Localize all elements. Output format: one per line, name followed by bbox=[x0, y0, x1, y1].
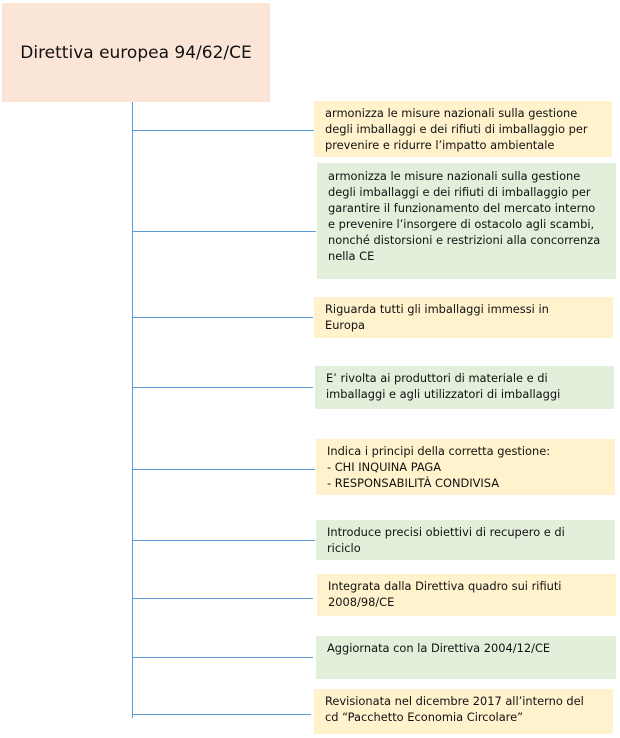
node-3-line: Europa bbox=[325, 318, 366, 332]
node-7 bbox=[317, 574, 616, 616]
connector-1 bbox=[133, 130, 314, 131]
connector-6 bbox=[133, 540, 315, 541]
node-1 bbox=[314, 101, 612, 157]
node-7-line: 2008/98/CE bbox=[328, 595, 395, 609]
node-2 bbox=[317, 163, 616, 279]
node-1-line: armonizza le misure nazionali sulla gestione bbox=[325, 106, 578, 120]
node-2-line: degli imballaggi e dei rifiuti di imballaggio per bbox=[328, 185, 591, 199]
node-2-line: armonizza le misure nazionali sulla gestione bbox=[328, 169, 581, 183]
node-6-line: Introduce precisi obiettivi di recupero e di bbox=[327, 525, 565, 539]
node-3-line: Riguarda tutti gli imballaggi immessi in bbox=[325, 302, 549, 316]
node-1-line: prevenire e ridurre l’impatto ambientale bbox=[325, 138, 555, 152]
node-1-line: degli imballaggi e dei rifiuti di imballaggio per bbox=[325, 122, 588, 136]
node-6-line: riciclo bbox=[327, 541, 361, 555]
tree-trunk-connector bbox=[132, 102, 133, 718]
node-5-line: - RESPONSABILITÀ CONDIVISA bbox=[327, 476, 499, 490]
node-2-line: e prevenire l’insorgere di ostacolo agli scambi, bbox=[328, 217, 595, 231]
node-2-line: nella CE bbox=[328, 249, 375, 263]
node-5 bbox=[316, 439, 615, 495]
connector-9 bbox=[133, 714, 311, 715]
connector-3 bbox=[133, 317, 313, 318]
node-3 bbox=[314, 297, 613, 338]
node-9-line: Revisionata nel dicembre 2017 all’interno del bbox=[325, 694, 584, 708]
root-node bbox=[2, 3, 270, 102]
node-2-line: garantire il funzionamento del mercato interno bbox=[328, 201, 596, 215]
node-7-line: Integrata dalla Direttiva quadro sui rifiuti bbox=[328, 579, 562, 593]
root-title: Direttiva europea 94/62/CE bbox=[20, 42, 252, 63]
connector-2 bbox=[133, 231, 316, 232]
node-4-line: E’ rivolta ai produttori di materiale e di bbox=[326, 371, 548, 385]
node-8-line: Aggiornata con la Direttiva 2004/12/CE bbox=[327, 641, 551, 655]
connector-7 bbox=[133, 598, 313, 599]
node-4 bbox=[315, 366, 614, 409]
node-4-line: imballaggi e agli utilizzatori di imballaggi bbox=[326, 387, 561, 401]
connector-5 bbox=[133, 469, 315, 470]
node-5-line: Indica i principi della corretta gestione: bbox=[327, 444, 551, 458]
node-5-line: - CHI INQUINA PAGA bbox=[327, 460, 442, 474]
node-9-line: cd “Pacchetto Economia Circolare” bbox=[325, 710, 524, 724]
connector-8 bbox=[133, 657, 313, 658]
connector-4 bbox=[133, 387, 313, 388]
node-9 bbox=[314, 689, 613, 734]
node-2-line: nonché distorsioni e restrizioni alla concorrenza bbox=[328, 233, 601, 247]
node-6 bbox=[316, 520, 615, 560]
node-8 bbox=[316, 636, 616, 679]
